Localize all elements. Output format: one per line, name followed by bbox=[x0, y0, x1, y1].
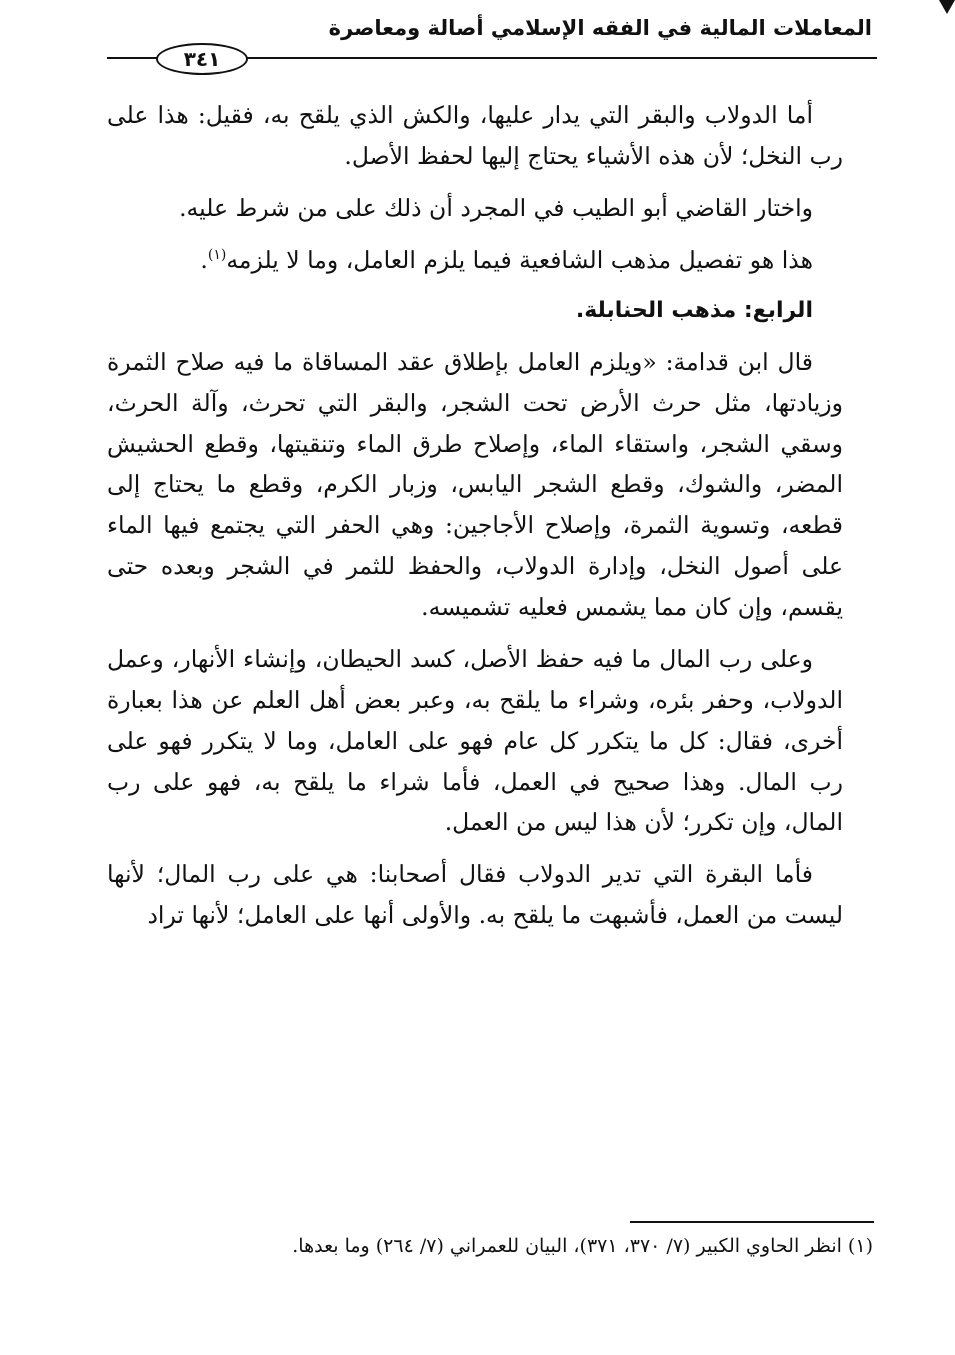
body-text bbox=[107, 95, 843, 947]
running-title: المعاملات المالية في الفقه الإسلامي أصالة ومعاصرة bbox=[328, 16, 872, 40]
paragraph-4: قال ابن قدامة: «ويلزم العامل بإطلاق عقد المساقاة ما فيه صلاح الثمرة وزيادتها، مثل حرث الأرض تحت الشجر، والبقر التي تحرث، وآلة الحرث، وسقي الشجر، واستقاء الماء، وإصلاح طرق الماء وتنقيتها، وقطع الحشيش المضر، والشوك، وقطع الشجر اليابس، وزبار الكرم، وقطع ما يحتاج إلى قطعه، وتسوية الثمرة، وإصلاح الأجاجين: وهي الحفر التي يجتمع فيها الماء على أصول النخل، وإدارة الدولاب، والحفظ للثمر في الشجر وبعده حتى يقسم، وإن كان مما يشمس فعليه تشميسه. bbox=[107, 347, 843, 622]
page-number: ٣٤١ bbox=[156, 43, 248, 75]
footnote-rule bbox=[630, 1221, 874, 1223]
paragraph-3 bbox=[107, 240, 843, 281]
paragraph-6: فأما البقرة التي تدير الدولاب فقال أصحابنا: هي على رب المال؛ لأنها ليست من العمل، فأشبهت ما يلقح به. والأولى أنها على العامل؛ لأنها تراد bbox=[107, 860, 843, 930]
footnote: (١) انظر الحاوي الكبير (٧/ ٣٧٠، ٣٧١)، البيان للعمراني (٧/ ٢٦٤) وما بعدها. bbox=[292, 1235, 873, 1257]
paragraph-1: أما الدولاب والبقر التي يدار عليها، والكش الذي يلقح به، فقيل: هذا على رب النخل؛ لأن هذه الأشياء يحتاج إليها لحفظ الأصل. bbox=[107, 101, 843, 170]
paragraph-5: وعلى رب المال ما فيه حفظ الأصل، كسد الحيطان، وإنشاء الأنهار، وعمل الدولاب، وحفر بئره، وشراء ما يلقح به، وعبر بعض أهل العلم عن هذا بعبارة أخرى، فقال: كل ما يتكرر كل عام فهو على العامل، وما لا يتكرر فهو على رب المال. وهذا صحيح في العمل، فأما شراء ما يلقح به، فهو على رب المال، وإن تكرر؛ لأن هذا ليس من العمل. bbox=[107, 644, 843, 837]
section-heading: الرابع: مذهب الحنابلة. bbox=[575, 297, 813, 323]
paragraph-3-text: هذا هو تفصيل مذهب الشافعية فيما يلزم العامل، وما لا يلزمه bbox=[226, 245, 813, 274]
sentence-end: . bbox=[200, 245, 208, 274]
paragraph-2: واختار القاضي أبو الطيب في المجرد أن ذلك على من شرط عليه. bbox=[179, 193, 813, 222]
footnote-reference: (١) bbox=[207, 246, 227, 263]
corner-mark bbox=[939, 0, 955, 14]
